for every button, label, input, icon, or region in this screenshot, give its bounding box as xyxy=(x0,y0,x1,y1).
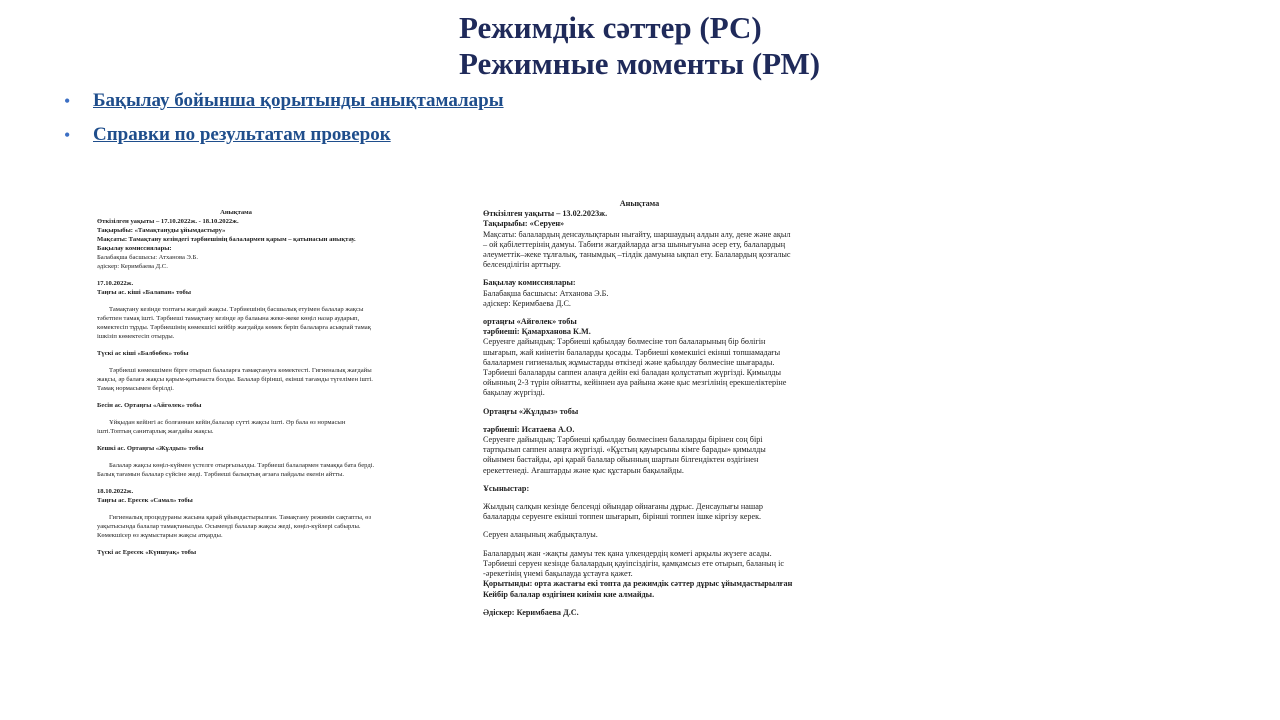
document-line: Бақылау комиссиялары: xyxy=(97,245,172,252)
document-line: Балабақша басшысы: Атханова Э.Б. xyxy=(483,288,609,298)
document-line: әдіскер: Керимбаева Д.С. xyxy=(483,298,571,308)
document-line: Әдіскер: Керимбаева Д.С. xyxy=(483,607,579,617)
bullet-icon: • xyxy=(64,125,71,145)
title-line-russian: Режимные моменты (РМ) xyxy=(459,46,821,81)
document-line: 18.10.2022ж. xyxy=(97,488,134,495)
title-line-kazakh: Режимдік сәттер (РС) xyxy=(459,10,762,45)
document-line: Жылдың салқын кезінде белсенді ойындар ойнағаны дұрыс. Денсаулығы нашар балаларды серуенге екінші топпен шығарып, бірінші топпен ішке кіргізу керек. xyxy=(483,502,763,522)
report-document-right xyxy=(483,199,796,618)
russian-reports-link[interactable]: Справки по результатам проверок xyxy=(93,124,391,145)
document-line: Ұйқыдан кейінгі ас болғаннан кейін,балалар сүтті жақсы ішті. Әр бала өз нормасын ішті.Топтың санитарлық жағдайы жақсы. xyxy=(97,419,346,435)
document-line: Тақырыбы: «Серуен» xyxy=(483,219,565,229)
document-heading: Анықтама xyxy=(220,209,252,216)
link-item xyxy=(64,122,864,156)
kazakh-reports-link[interactable]: Бақылау бойынша қорытынды анықтамалары xyxy=(93,90,504,111)
document-line: Тақырыбы: «Тамақтануды ұйымдастыру» xyxy=(97,227,226,234)
document-line: Ұсыныстар: xyxy=(483,483,530,493)
document-line: Қорытынды: орта жастағы екі топта да режимдік сәттер дұрыс ұйымдастырылған Кейбір балалар өздігінен киімін киe алмайды. xyxy=(483,579,793,599)
document-line: Бақылау комиссиялары: xyxy=(483,278,576,288)
document-line: Мақсаты: балалардың денсаулықтарын нығайту, шаршаудың алдын алу, дене және ақыл – ой қабілеттерінің дамуы. Табиғи жағдайларда ағза шынығуына әсер ету, балалардың әлеуметтік–жеке тұлғалық, танымдық –тілдік дамуына ықпал ету. Балалардың қозғалыс белсенділігін арттыру. xyxy=(483,229,791,270)
document-line: 17.10.2022ж. xyxy=(97,280,134,287)
document-line: әдіскер: Керимбаева Д.С. xyxy=(97,263,168,270)
link-item xyxy=(64,88,864,122)
document-line: Түскі ас кіші «Балбөбек» тобы xyxy=(97,350,189,357)
report-document-left xyxy=(97,208,375,557)
document-line: Ортаңғы «Жұлдыз» тобы xyxy=(483,406,579,416)
document-line: Түскі ас Ересек «Күншуақ» тобы xyxy=(97,549,197,556)
slide-title xyxy=(459,10,1159,82)
document-line: Мақсаты: Тамақтану кезіндегі тәрбиешінің балалармен қарым – қатынасын анықтау. xyxy=(97,236,356,243)
document-line: Таңғы ас. Ересек «Самал» тобы xyxy=(97,497,193,504)
bullet-icon: • xyxy=(64,91,71,111)
document-line: Тамақтану кезінде топтағы жағдай жақсы. Тәрбиешінің басшылық етуімен балалар жақсы тəбетпен тамақ ішті. Тәрбиеші тамақтану кезінде әр балаына жеке-жеке көңіл назар аударып, көмектесіп тұрды. Тәрбиешінің көмекшісі кейбір жағдайда көмек беріп балаларға асықпай тамақ ішкізіп көмектесіп отырды. xyxy=(97,306,371,340)
document-line: тәрбиеші: Қамарханова К.М. xyxy=(483,327,591,337)
document-line: Тәрбиеші көмекшімен бірге отырып балаларға тамақтануға көмектесті. Гигиеналық жағдайы жақсы, әр балаға жақсы қарым-қатынаста болды. Балалар бірінші, екінші тағамды түгелімен ішті. Тамақ нормасымен берілді. xyxy=(97,367,373,392)
document-line: Өткізілген уақыты – 17.10.2022ж. - 18.10.2022ж. xyxy=(97,218,239,225)
document-line: Балалардың жан -жақты дамуы тек қана үлкендердің көмегі арқылы жүзеге асады. Тәрбиеші серуен кезінде балалардың қауіпсіздігін, қамқамсыз ете отырып, баланың іс -әрекетінің үнемі бақылауда ұстауға қажет. xyxy=(483,548,784,579)
document-line: Серуенге дайындық: Тәрбиеші қабылдау бөлмесіне топ балаларының бір бөлігін шығарып, жай киінетін балаларды қосады. Тәрбиеші көмекшісі екінші топшамадағы балалармен гигиеналық жұмыстарды өткізеді және қабылдау бөлмесіне шығарады. Тәрбиеші балаларды саппен алаңға дейін екі баладан қолұстатып жүргізді. Қимылды ойынның 2-3 түрін ойнатты, кейіннен ауа райына және қыс мезгілінің ерекшеліктеріне бақылау жүргізді. xyxy=(483,337,787,398)
document-line: Өткізілген уақыты – 13.02.2023ж. xyxy=(483,209,608,219)
link-list xyxy=(64,88,864,156)
document-line: Серуен алаңының жабдықталуы. xyxy=(483,530,598,540)
document-line: Серуенге дайындық: Тәрбиеші қабылдау бөлмесінен балаларды бірінен соң бірі тартқызып саппен алаңға жүргізді. «Құстың қауырсыны кімге барады» қимылды ойынмен бастайды, әрі қарай балалар ойынның шартын білгендіктен өздігінен ерекеттенеді. Ағаштарды және қыс құстарын бақылайды. xyxy=(483,435,766,475)
document-line: Балабақша басшысы: Атханова Э.Б. xyxy=(97,254,198,261)
document-line: Гигиеналық процедураны жасына қарай ұйымдастырылған. Тамақтану режимін сақтапты, өз уақытысында балалар тамақтанылды. Осыменді балалар жақсы жеді, көңіл-күйлері сабырлы. Көмекшісер өз жұмыстарын жақсы атқарды. xyxy=(97,514,372,539)
document-line: ортаңғы «Айгөлек» тобы xyxy=(483,317,577,327)
document-line: Таңғы ас. кіші «Балапан» тобы xyxy=(97,289,191,296)
document-line: Бесін ас. Ортаңғы «Айгөлек» тобы xyxy=(97,402,202,409)
document-line: тәрбиеші: Исатаева А.О. xyxy=(483,424,575,434)
document-heading: Анықтама xyxy=(619,199,660,208)
document-line: Балалар жақсы көңіл-күймен үстелге отырғызылды. Тәрбиеші балалармен тамаққа бата берді. Балық тағамын балалар сүйсіне жеді. Тәрбиеші балықтың ағзаға пайдалы екенін айтты. xyxy=(97,462,375,478)
document-line: Кешкі ас. Ортаңғы «Жұлдыз» тобы xyxy=(97,445,204,452)
